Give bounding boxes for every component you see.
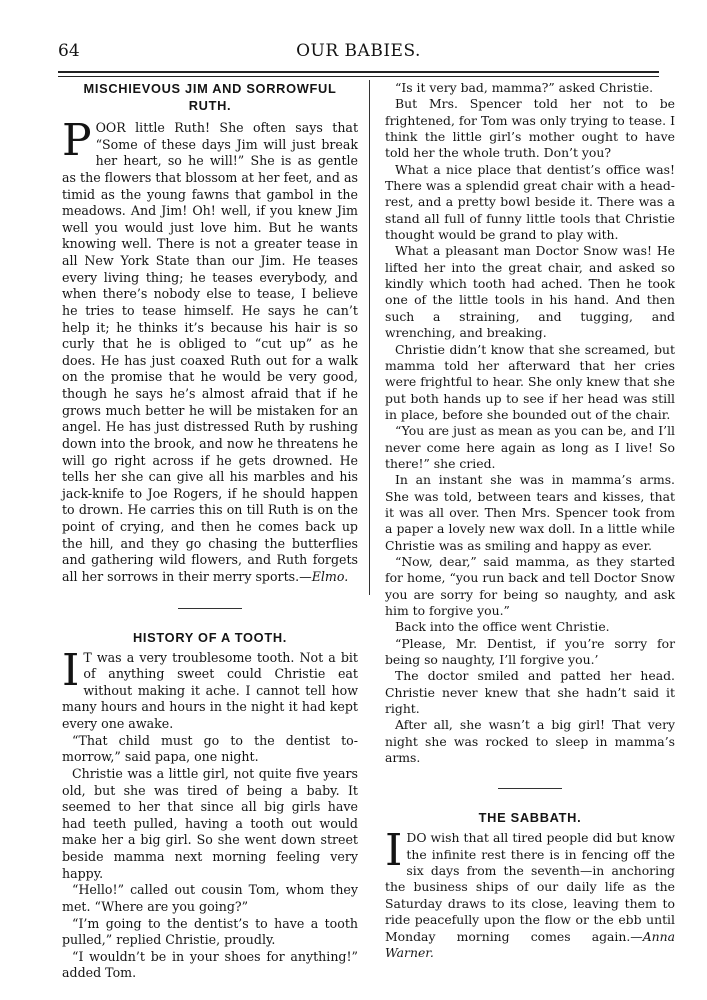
story-title-tooth: HISTORY OF A TOOTH. — [132, 629, 288, 645]
right-column — [385, 80, 675, 961]
dropcap-tooth: I — [62, 644, 80, 696]
tooth-right-para-10: The doctor smiled and patted her head. Christie never knew that she hadn’t said it right. — [385, 668, 675, 717]
tooth-right-para-11: After all, she wasn’t a big girl! That very night she was rocked to sleep in mamma’s arms. — [385, 717, 675, 766]
sabbath-text: DO wish that all tired people did but know the infinite rest there is in fencing off the six days from the seventh—in anchoring the business ships of our daily life as the Saturday draws to its close, leaving them to ride peacefully upon the flow or the ebb until Monday morning comes again.— — [385, 830, 675, 944]
story-para-tooth-5: “I wouldn’t be in your shoes for anything!” added Tom. — [62, 948, 358, 981]
page-number: 64 — [58, 41, 80, 61]
section-rule — [178, 608, 242, 609]
tooth-right-para-8: Back into the office went Christie. — [395, 619, 610, 635]
header-rule — [58, 71, 659, 73]
story-title-jim: MISCHIEVOUS JIM AND SORROWFUL RUTH. — [83, 81, 337, 113]
tooth-right-para-6: In an instant she was in mamma’s arms. She was told, between tears and kisses, that it was all over. Then Mrs. Spencer took from a paper a lovely new wax doll. In a little while Christie was as smiling and happy as ever. — [385, 472, 675, 553]
story-title-sabbath: THE SABBATH. — [478, 810, 582, 826]
story-para-tooth-3: “Hello!” called out cousin Tom, whom they met. “Where are you going?” — [62, 882, 358, 914]
left-column — [62, 80, 358, 982]
story-para-tooth-4: “I’m going to the dentist’s to have a tooth pulled,” replied Christie, proudly. — [62, 915, 358, 948]
story-text-jim: OOR little Ruth! She often says that “Some of these days Jim will just break her heart, so he will!” She is as gentle as the flowers that blossom at her feet, and as timid as the young fawns that gambol in the meadows. And Jim! Oh! well, if you knew Jim well you would just love him. But he wants knowing well. There is not a greater tease in all New York State than our Jim. He teases every living thing; he teases everybody, and when there’s nobody else to tease, I believe he tries to tease himself. He says he can’t help it; he thinks it’s because his hair is so curly that he is obliged to “cut up” as he does. He has just coaxed Ruth out for a walk on the promise that he would be very good, though he says he’s almost afraid that if he grows much better he will be mistaken for an angel. He has just distressed Ruth by rushing down into the brook, and now he threatens he will go right across if he gets drowned. He tells her she can give all his marbles and his jack-knife to Joe Rogers, if he should happen to drown. He carries this on till Ruth is on the point of crying, and then he comes back up the hill, and they go chasing the butterflies and gathering wild flowers, and Ruth forgets all her sorrows in their merry sports.— — [62, 120, 358, 584]
dropcap-jim: P — [62, 115, 92, 166]
story-body-jim — [62, 115, 358, 586]
signature-jim: Elmo. — [311, 568, 349, 584]
tooth-right-para-9: “Please, Mr. Dentist, if you’re sorry for being so naughty, I’ll forgive you.’ — [385, 635, 675, 668]
tooth-right-para-1: But Mrs. Spencer told her not to be frightened, for Tom was only trying to tease. I think the little girl’s mother ought to have told her the whole truth. Don’t you? — [385, 96, 675, 161]
story-para-tooth-1: “That child must go to the dentist to-morrow,” said papa, one night. — [62, 732, 358, 765]
tooth-right-para-0: “Is it very bad, mamma?” asked Christie. — [395, 80, 654, 95]
tooth-right-para-7: “Now, dear,” said mamma, as they started for home, “you run back and tell Doctor Snow you are sorry for being so naughty, and ask him to forgive you.” — [385, 553, 675, 618]
header-rule-thin — [58, 76, 659, 77]
tooth-text-0: T was a very troublesome tooth. Not a bit of anything sweet could Christie eat without making it ache. I cannot tell how many hours and hours in the night it had kept every one awake. — [62, 649, 358, 731]
running-title: OUR BABIES. — [296, 41, 421, 61]
tooth-right-para-2: What a nice place that dentist’s office was! There was a splendid great chair with a head-rest, and a pretty bowl beside it. There was a stand all full of funny little tools that Christie thought would be grand to play with. — [385, 161, 675, 243]
tooth-right-para-3: What a pleasant man Doctor Snow was! He lifted her into the great chair, and asked so kindly which tooth had ached. Then he took one of the little tools in his hand. And then such a straining, and tugging, and wrenching, and breaking. — [385, 243, 675, 341]
tooth-right-para-4: Christie didn’t know that she screamed, but mamma told her afterward that her cries were frightful to hear. She only knew that she put both hands up to see if her head was still in place, before she bounded out of the chair. — [385, 341, 675, 422]
signature-sabbath: Anna Warner. — [385, 928, 675, 960]
column-divider — [369, 80, 370, 595]
story-para-tooth-2: Christie was a little girl, not quite five years old, but she was tired of being a baby. It seemed to her that since all big girls have had teeth pulled, having a tooth out would make her a big girl. So she went down street beside mamma next morning feeling very happy. — [62, 765, 358, 881]
section-rule-sabbath — [498, 788, 562, 789]
dropcap-sabbath: I — [385, 825, 403, 877]
story-para-tooth-0 — [62, 644, 358, 733]
running-head — [58, 41, 659, 63]
story-body-sabbath — [385, 825, 675, 961]
tooth-right-para-5: “You are just as mean as you can be, and I’ll never come here again as long as I live! So there!” she cried. — [385, 423, 675, 471]
